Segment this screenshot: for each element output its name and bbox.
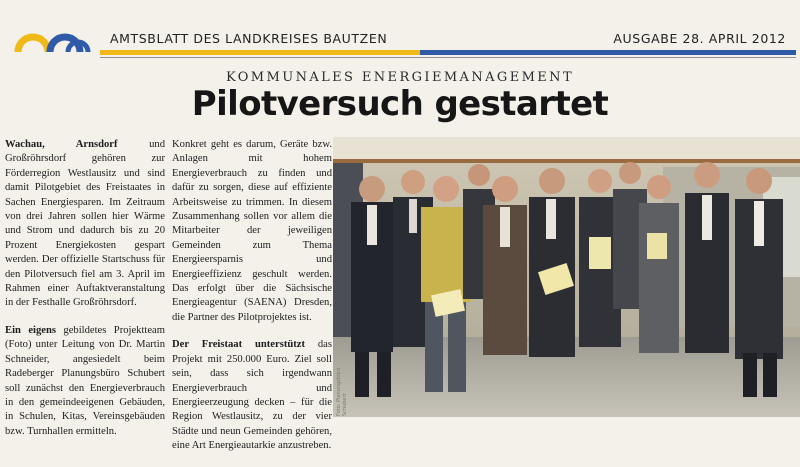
paragraph <box>172 138 332 325</box>
article-kicker: KOMMUNALES ENERGIEMANAGEMENT <box>225 70 575 85</box>
article-column-1 <box>5 138 165 452</box>
lead-in: Wachau, Arnsdorf <box>5 139 118 150</box>
paragraph-text: gebildetes Projektteam (Foto) unter Leitung von Dr. Martin Schneider, angesiedelt beim Radeberger Planungsbüro Schubert soll zunächst den Energieverbrauch in den gemeindeeigenen Gebäuden, in Schulen, Kitas, Vereinsgebäuden bzw. Turnhallen ermitteln. <box>5 324 165 437</box>
paragraph <box>5 324 165 439</box>
paragraph-text: das Projekt mit 250.000 Euro. Ziel soll sein, dass sich irgendwann Energieverbrauch und Energieerzeugung decken – für die Region Westlausitz, zu der vier Städte und neun Gemeinden gehören, eine Art Energieautarkie anzustreben. <box>172 339 332 452</box>
issue-date: AUSGABE 28. APRIL 2012 <box>613 31 786 46</box>
paragraph <box>5 138 165 311</box>
paragraph-text: und Großröhrsdorf gehören zur Förderregion Westlausitz und sind damit Pilotgebiet des Freistaates in Sachen Energiesparen. Im Zeitraum von drei Jahren sollen hier Wärme und Strom und dadurch bis zu 20 Prozent Energiekosten gespart werden. Der offizielle Startschuss für den Pilotversuch fiel am 3. April im Rahmen einer Auftaktveranstaltung in der Festhalle Großröhrsdorf. <box>5 139 165 309</box>
lead-in: Ein eigens <box>5 324 56 336</box>
paragraph <box>172 338 332 453</box>
landkreis-logo <box>10 22 105 58</box>
project-team-photo <box>333 137 800 417</box>
photo-credit: Foto: Planungsbüro Schubert <box>336 367 348 416</box>
masthead-rule-thin <box>100 57 796 58</box>
lead-in: Der Freistaat unterstützt <box>172 339 306 351</box>
article-column-2 <box>172 138 332 467</box>
masthead-rule-yellow <box>100 50 420 55</box>
paragraph-text: Konkret geht es darum, Geräte bzw. Anlagen mit hohem Energieverbrauch zu finden und dafür zu sorgen, diese auf effiziente Arbeitsweise zu trimmen. In diesem Zusammenhang sollen vor allem die Mitarbeiter der jeweiligen Gemeinden zum Thema Energieersparnis und Energieeffizienz geschult werden. Das erfolgt über die Sächsische Energieagentur (SAENA) Dresden, die Partner des Pilotprojektes ist. <box>172 139 332 323</box>
masthead <box>0 0 800 62</box>
masthead-rule-blue <box>420 50 796 55</box>
masthead-title: AMTSBLATT DES LANDKREISES BAUTZEN <box>110 31 388 46</box>
article-headline: Pilotversuch gestartet <box>191 84 609 124</box>
